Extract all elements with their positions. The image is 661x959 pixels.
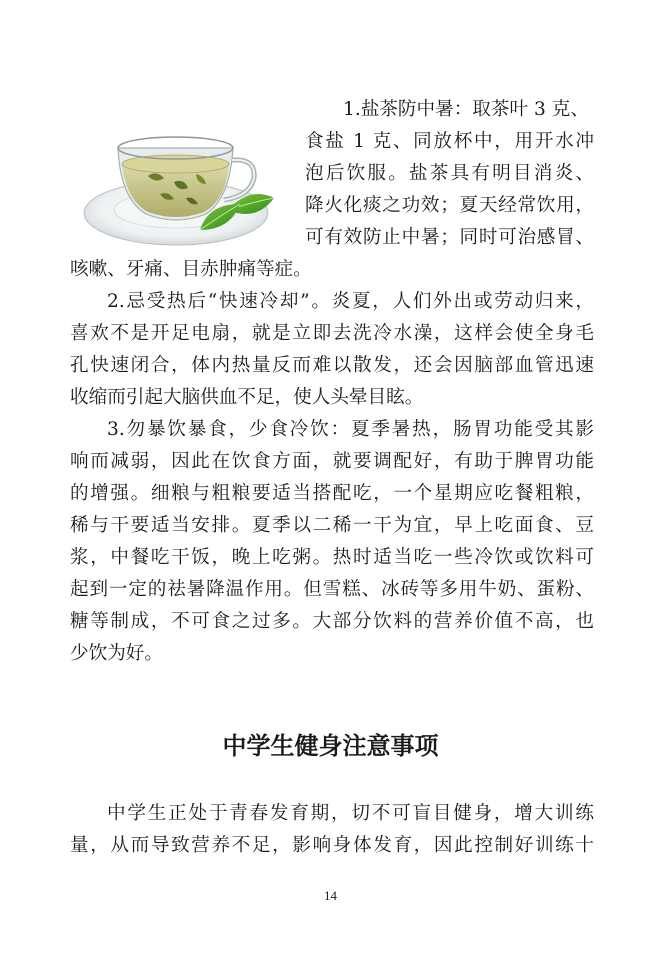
paragraph-line: 响而减弱，因此在饮食方面，就要调配好，有助于脾胃功能 [70, 451, 594, 472]
paragraph-line: 浆，中餐吃干饭，晚上吃粥。热时适当吃一些冷饮或饮料可 [70, 547, 594, 568]
paragraph-line: 孔快速闭合，体内热量反而难以散发，还会因脑部血管迅速 [70, 355, 594, 376]
paragraph-line: 起到一定的祛暑降温作用。但雪糕、冰砖等多用牛奶、蛋粉、 [70, 579, 594, 600]
paragraph-line: 中学生正处于青春发育期，切不可盲目健身，增大训练 [107, 803, 594, 824]
paragraph-line: 收缩而引起大脑供血不足，使人头晕目眩。 [70, 387, 424, 408]
paragraph-line: 稀与干要适当安排。夏季以二稀一干为宜，早上吃面食、豆 [70, 515, 594, 536]
page-number: 14 [324, 888, 337, 903]
paragraph-line: 1.盐茶防中暑：取茶叶 3 克、 [343, 99, 589, 120]
paragraph-line: 2.忌受热后“快速冷却”。炎夏，人们外出或劳动归来， [107, 291, 594, 312]
paragraph-line: 食盐 1 克、同放杯中，用开水冲 [305, 131, 594, 152]
paragraph-line: 的增强。细粮与粗粮要适当搭配吃，一个星期应吃餐粗粮， [70, 483, 594, 504]
paragraph-line: 量，从而导致营养不足，影响身体发育，因此控制好训练十 [70, 835, 594, 856]
paragraph-line: 可有效防止中暑；同时可治感冒、 [305, 227, 594, 248]
tea-cup-image [78, 118, 296, 258]
paragraph-line: 咳嗽、牙痛、目赤肿痛等症。 [70, 259, 312, 280]
section-heading: 中学生健身注意事项 [222, 732, 439, 760]
paragraph-line: 降火化痰之功效；夏天经常饮用， [305, 195, 594, 216]
paragraph-line: 喜欢不是开足电扇，就是立即去洗冷水澡，这样会使全身毛 [70, 323, 594, 344]
paragraph-line: 少饮为好。 [70, 643, 163, 664]
paragraph-line: 泡后饮服。盐茶具有明目消炎、 [305, 163, 594, 184]
paragraph-line: 糖等制成，不可食之过多。大部分饮料的营养价值不高，也 [70, 611, 594, 632]
paragraph-line: 3.勿暴饮暴食，少食冷饮：夏季暑热，肠胃功能受其影 [107, 419, 594, 440]
